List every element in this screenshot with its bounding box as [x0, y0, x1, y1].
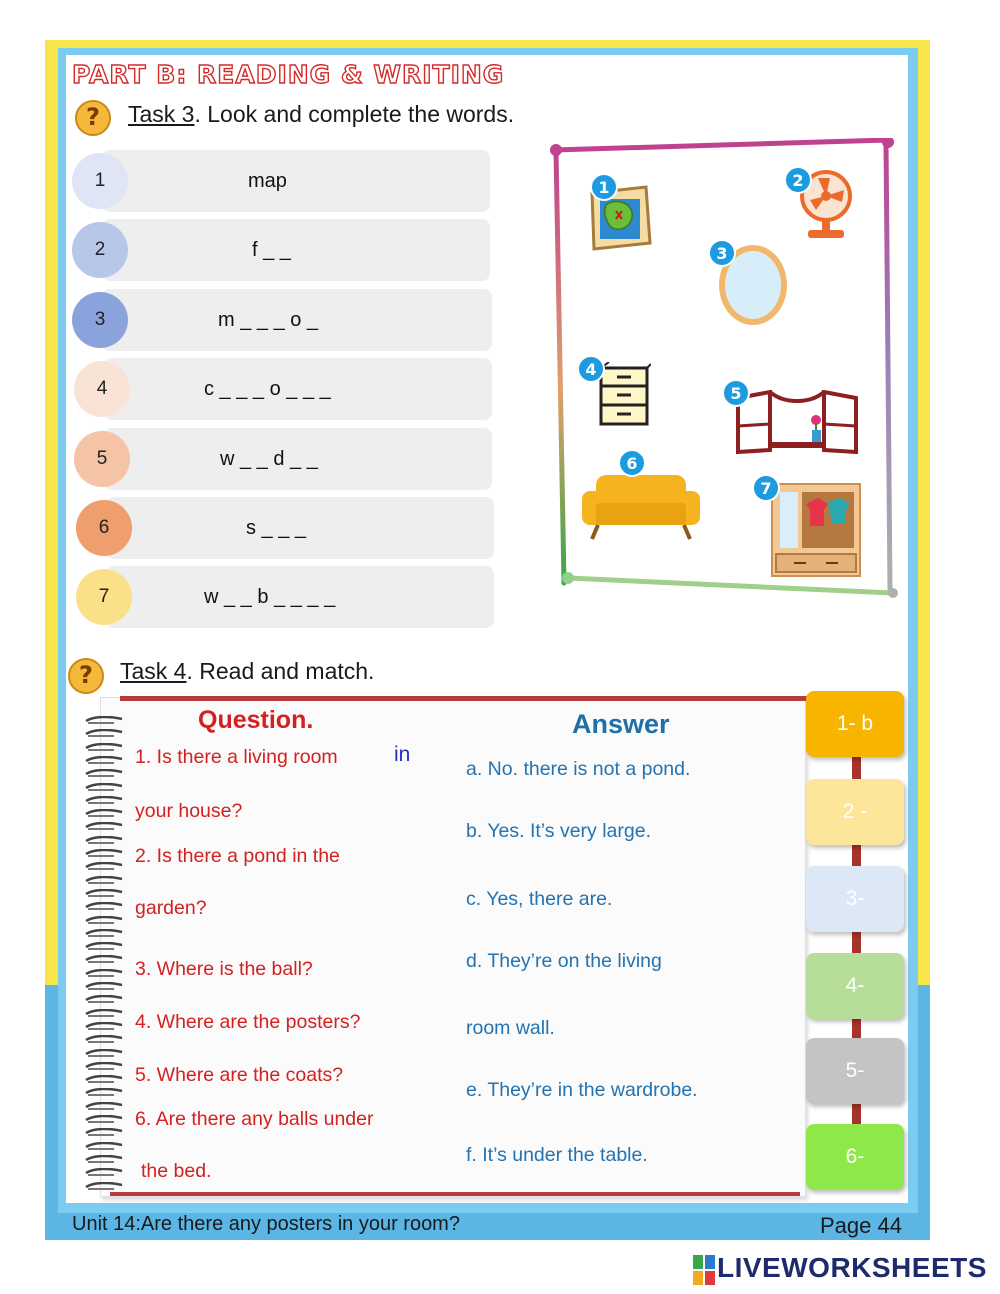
word-row-number: 4 [74, 361, 130, 417]
question-1-line-2: your house? [135, 800, 243, 822]
spiral-coil [84, 1151, 124, 1160]
word-row-number: 6 [76, 500, 132, 556]
spiral-coil [84, 872, 124, 881]
spiral-coil [84, 938, 124, 947]
word-blank-input[interactable]: w _ _ b _ _ _ _ [204, 586, 336, 608]
spiral-coil [84, 832, 124, 841]
word-blank-input[interactable]: w _ _ d _ _ [220, 448, 318, 470]
word-row-5 [74, 428, 492, 490]
word-row-4 [74, 358, 492, 420]
answer-tab-3[interactable]: 3- [806, 866, 904, 932]
question-2-line-1: 2. Is there a pond in the [135, 845, 340, 867]
spiral-coil [84, 1084, 124, 1093]
question-4: 4. Where are the posters? [135, 1011, 361, 1033]
word-row-6 [76, 497, 494, 559]
answer-e: e. They’re in the wardrobe. [466, 1079, 698, 1101]
spiral-coil [84, 765, 124, 774]
picture-badge-map: 1 [590, 173, 618, 201]
spiral-coil [84, 1124, 124, 1133]
footer-page-number: Page 44 [820, 1213, 902, 1238]
word-row-bar [102, 150, 490, 212]
notebook-top-line [120, 696, 810, 701]
word-row-7 [76, 566, 494, 628]
spiral-coil [84, 1005, 124, 1014]
picture-badge-fan: 2 [784, 166, 812, 194]
spiral-coil [84, 725, 124, 734]
spiral-coil [84, 1071, 124, 1080]
part-title: PART B: READING & WRITING [72, 60, 505, 89]
window-icon [734, 390, 860, 456]
word-blank-input[interactable]: map [248, 170, 287, 192]
spiral-coil [84, 1018, 124, 1027]
answer-tab-6[interactable]: 6- [806, 1124, 904, 1190]
picture-badge-mirror: 3 [708, 239, 736, 267]
question-mark-icon: ? [68, 658, 104, 694]
task4-label: Task 4 [120, 658, 187, 684]
word-row-2 [72, 219, 490, 281]
spiral-coil [84, 818, 124, 827]
spiral-coil [84, 1138, 124, 1147]
word-row-3 [72, 289, 492, 351]
notebook-bottom-line [110, 1192, 800, 1196]
spiral-coil [84, 845, 124, 854]
answer-c: c. Yes, there are. [466, 888, 613, 910]
liveworksheets-logo-icon [693, 1255, 715, 1285]
word-blank-input[interactable]: c _ _ _ o _ _ _ [204, 378, 331, 400]
word-row-number: 2 [72, 222, 128, 278]
spiral-coil [84, 712, 124, 721]
word-blank-input[interactable]: f _ _ [252, 239, 291, 261]
question-5: 5. Where are the coats? [135, 1064, 344, 1086]
wardrobe-icon [770, 482, 862, 578]
spiral-coil [84, 739, 124, 748]
liveworksheets-brand: LIVEWORKSHEETS [717, 1252, 987, 1283]
spiral-coil [84, 779, 124, 788]
footer-unit-title: Unit 14:Are there any posters in your room? [72, 1213, 460, 1235]
spiral-coil [84, 1045, 124, 1054]
task3-title [128, 101, 514, 128]
question-1-line-1: 1. Is there a living room [135, 746, 338, 768]
spiral-coil [84, 925, 124, 934]
word-row-bar [102, 219, 490, 281]
word-blank-input[interactable]: m _ _ _ o _ [218, 309, 319, 331]
answer-d-line-1: d. They’re on the living [466, 950, 662, 972]
spiral-coil [84, 912, 124, 921]
picture-badge-cupboard: 4 [577, 355, 605, 383]
spiral-coil [84, 951, 124, 960]
spiral-coil [84, 1164, 124, 1173]
answer-tab-2[interactable]: 2 - [806, 779, 904, 845]
answer-a: a. No. there is not a pond. [466, 758, 691, 780]
answer-f: f. It’s under the table. [466, 1144, 648, 1166]
question-6-line-2: the bed. [141, 1160, 212, 1182]
spiral-coil [84, 898, 124, 907]
picture-badge-wardrobe: 7 [752, 474, 780, 502]
answer-tab-5[interactable]: 5- [806, 1038, 904, 1104]
task4-title [120, 658, 374, 685]
task3-instruction: . Look and complete the words. [194, 101, 515, 127]
spiral-coil [84, 978, 124, 987]
question-3: 3. Where is the ball? [135, 958, 313, 980]
spiral-coil [84, 805, 124, 814]
spiral-coil [84, 1111, 124, 1120]
spiral-coil [84, 1098, 124, 1107]
answer-tab-1[interactable]: 1- b [806, 691, 904, 757]
task4-instruction: . Read and match. [186, 658, 375, 684]
word-row-1 [72, 150, 490, 212]
picture-badge-sofa: 6 [618, 449, 646, 477]
spiral-coil [84, 752, 124, 761]
task3-label: Task 3 [128, 101, 195, 127]
spiral-coil [84, 792, 124, 801]
word-row-number: 3 [72, 292, 128, 348]
answer-b: b. Yes. It’s very large. [466, 820, 651, 842]
question-2-line-2: garden? [135, 897, 207, 919]
question-mark-icon: ? [75, 100, 111, 136]
word-row-number: 7 [76, 569, 132, 625]
answer-d-line-2: room wall. [466, 1017, 555, 1039]
question-heading: Question. [198, 706, 314, 734]
answer-tab-4[interactable]: 4- [806, 953, 904, 1019]
spiral-coil [84, 1178, 124, 1187]
spiral-coil [84, 1058, 124, 1067]
question-1-highlight [394, 743, 410, 767]
word-blank-input[interactable]: s _ _ _ [246, 517, 307, 539]
word-row-number: 5 [74, 431, 130, 487]
sofa-icon [580, 473, 702, 541]
spiral-coil [84, 858, 124, 867]
question-6-line-1: 6. Are there any balls under [135, 1108, 374, 1130]
spiral-coil [84, 965, 124, 974]
cupboard-icon [597, 362, 651, 426]
answer-heading: Answer [572, 709, 670, 739]
picture-badge-window: 5 [722, 379, 750, 407]
spiral-coil [84, 1031, 124, 1040]
word-row-number: 1 [72, 153, 128, 209]
spiral-coil [84, 991, 124, 1000]
spiral-coil [84, 885, 124, 894]
question-1-word-in: in [394, 743, 411, 766]
